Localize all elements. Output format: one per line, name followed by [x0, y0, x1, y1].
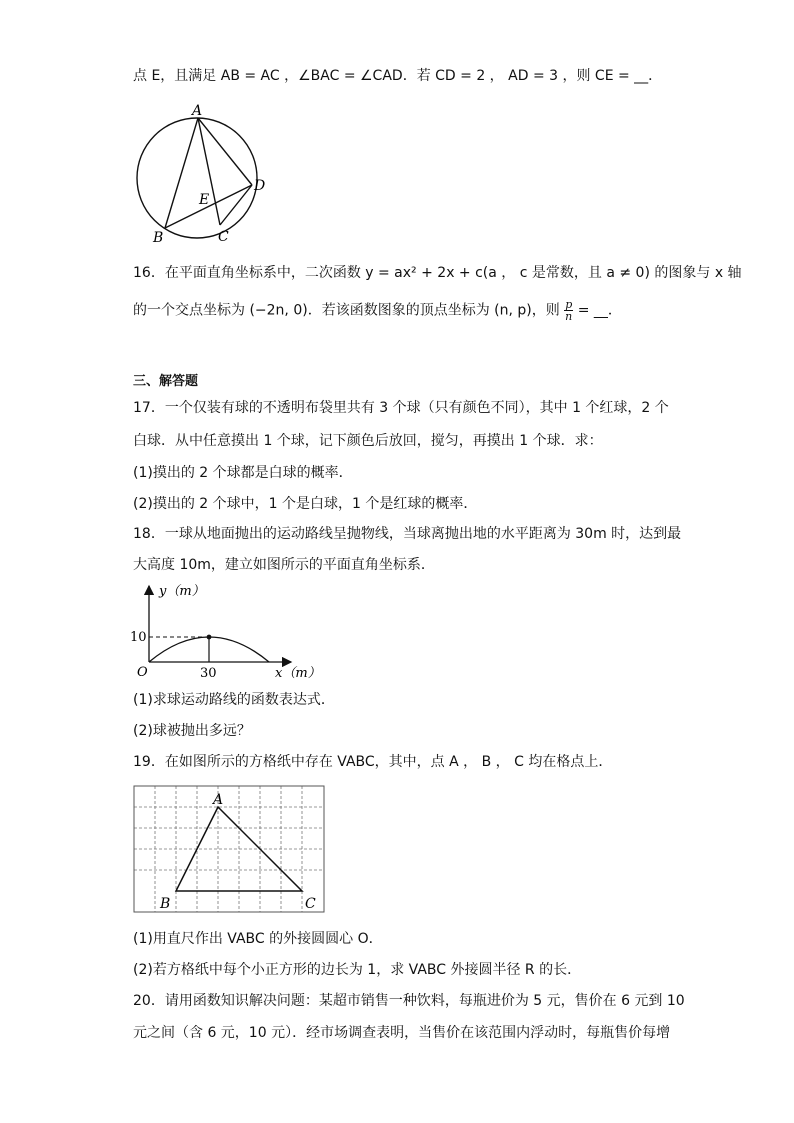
line-A-B — [165, 118, 198, 228]
fraction-p-over-n — [564, 299, 573, 322]
grid-label-C: C — [305, 896, 316, 912]
grid-label-B: B — [160, 896, 171, 912]
q18-line1: 18．一球从地面抛出的运动路线呈抛物线，当球离抛出地的水平距离为 30m 时，达到最 — [133, 526, 682, 542]
circle-figure — [125, 100, 275, 250]
q17-part2: (2)摸出的 2 个球中，1 个是白球，1 个是红球的概率． — [133, 496, 478, 512]
q19-line1: 19．在如图所示的方格纸中存在 VABC，其中，点 A ， B ， C 均在格点上． — [133, 754, 613, 770]
grid-label-A: A — [213, 792, 224, 808]
label-A: A — [192, 103, 203, 119]
q18-part2: (2)球被抛出多远？ — [133, 723, 251, 739]
q17-line1: 17．一个仅装有球的不透明布袋里共有 3 个球（只有颜色不同），其中 1 个红球，2 个 — [133, 400, 669, 416]
q16-line2 — [133, 299, 622, 322]
label-B: B — [153, 230, 164, 246]
q15-tail-text: 点 E，且满足 AB = AC ，∠BAC = ∠CAD．若 CD = 2 ， AD = 3 ，则 CE = __． — [133, 68, 663, 84]
q19-part2: (2)若方格纸中每个小正方形的边长为 1，求 VABC 外接圆半径 R 的长． — [133, 962, 582, 978]
label-C: C — [218, 229, 229, 245]
grid-lines — [134, 786, 324, 912]
fraction-numerator: p — [565, 298, 573, 311]
grid-figure — [130, 784, 330, 916]
q19-part1: (1)用直尺作出 VABC 的外接圆圆心 O． — [133, 931, 383, 947]
q20-line2: 元之间（含 6 元，10 元）．经市场调查表明，当售价在该范围内浮动时，每瓶售价每增 — [133, 1025, 671, 1041]
circle — [137, 118, 257, 238]
y-tick-label: 10 — [130, 630, 147, 645]
line-A-D — [198, 118, 252, 185]
q20-line1: 20．请用函数知识解决问题：某超市销售一种饮料，每瓶进价为 5 元，售价在 6 元到 10 — [133, 993, 685, 1009]
line-C-D — [220, 185, 252, 225]
parabola-figure — [125, 580, 325, 685]
fraction-denominator: n — [565, 310, 573, 323]
section-heading: 三、解答题 — [133, 374, 199, 389]
origin-label: O — [137, 665, 148, 680]
label-E: E — [199, 192, 210, 208]
line-A-C — [198, 118, 220, 225]
y-axis-label: y（m） — [159, 584, 205, 599]
q16-line2-post: = __． — [577, 302, 622, 319]
q17-line2: 白球．从中任意摸出 1 个球，记下颜色后放回，搅匀，再摸出 1 个球．求： — [133, 433, 603, 449]
vertex-point — [207, 635, 212, 640]
q18-part1: (1)求球运动路线的函数表达式． — [133, 692, 335, 708]
label-D: D — [254, 178, 266, 194]
q17-part1: (1)摸出的 2 个球都是白球的概率． — [133, 465, 353, 481]
q16-line1: 16．在平面直角坐标系中，二次函数 y = ax² + 2x + c(a ， c 是常数，且 a ≠ 0) 的图象与 x 轴 — [133, 265, 742, 281]
x-tick-label: 30 — [200, 666, 217, 681]
q18-line2: 大高度 10m，建立如图所示的平面直角坐标系． — [133, 557, 435, 573]
x-axis-label: x（m） — [275, 666, 321, 681]
q16-line2-pre: 的一个交点坐标为 (−2n, 0)．若该函数图象的顶点坐标为 (n, p)，则 — [133, 302, 560, 319]
